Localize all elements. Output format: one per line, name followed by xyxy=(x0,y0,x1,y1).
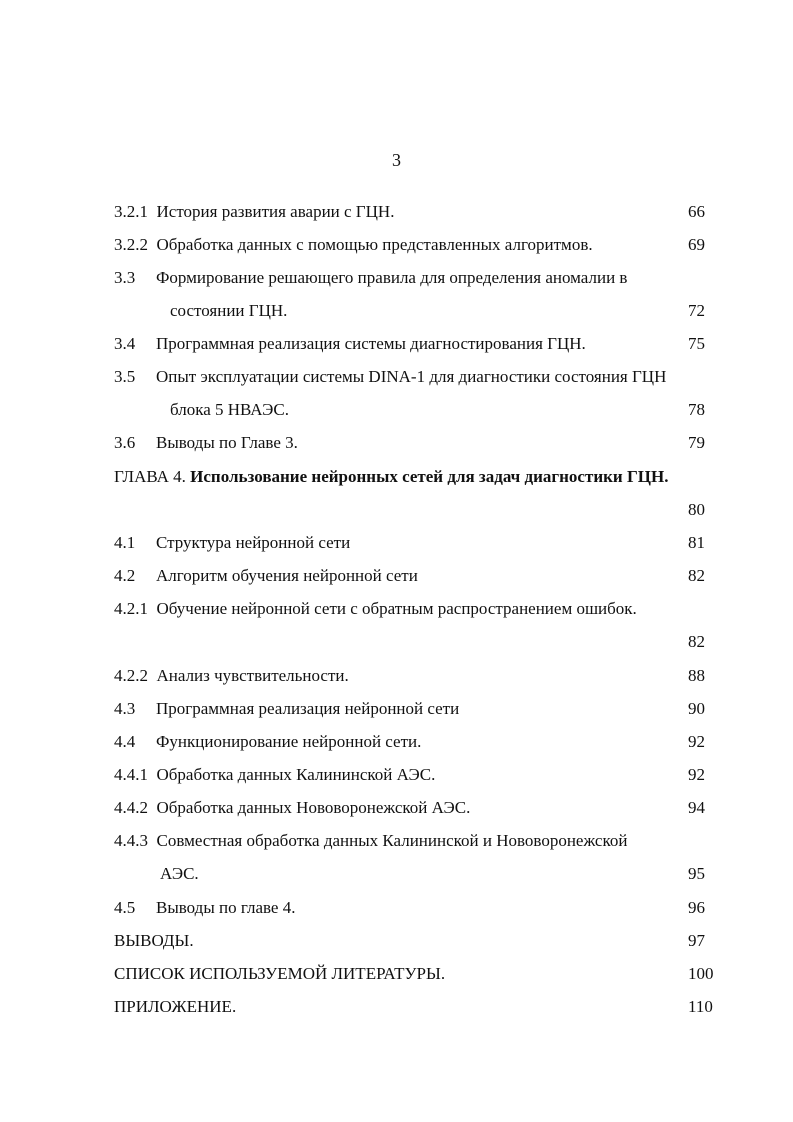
toc-entry-3-5 xyxy=(114,367,135,387)
toc-entry-4-4-1 xyxy=(114,765,435,785)
toc-entry-page: 100 xyxy=(688,964,714,983)
toc-entry-number: 3.4 xyxy=(114,334,136,353)
toc-entry-4-4 xyxy=(114,732,135,752)
toc-appendix: ПРИЛОЖЕНИЕ. xyxy=(114,997,237,1016)
toc-entry-title: Программная реализация нейронной сети xyxy=(156,699,460,718)
toc-entry-page: 110 xyxy=(688,997,713,1016)
toc-entry-number: 4.2 xyxy=(114,566,136,585)
toc-entry-number: 3.3 xyxy=(114,268,136,287)
page-number: 3 xyxy=(392,150,401,170)
toc-entry-title-continuation: АЭС. xyxy=(160,864,199,883)
toc-entry-title: Формирование решающего правила для определения аномалии в xyxy=(156,268,628,287)
toc-entry-3-2-1 xyxy=(114,202,394,222)
toc-entry-3-2-2 xyxy=(114,235,593,255)
toc-entry-number: 4.2.1 xyxy=(114,599,148,618)
toc-entry-page: 79 xyxy=(688,433,705,452)
toc-entry-page: 72 xyxy=(688,301,705,320)
toc-entry-3-4 xyxy=(114,334,135,354)
toc-entry-4-5 xyxy=(114,898,135,918)
toc-entry-page: 96 xyxy=(688,898,705,917)
toc-entry-page: 75 xyxy=(688,334,705,353)
toc-entry-4-4-2 xyxy=(114,798,470,818)
toc-entry-title: Обработка данных с помощью представленных алгоритмов. xyxy=(156,235,593,254)
toc-entry-title: Структура нейронной сети xyxy=(156,533,351,552)
toc-entry-4-1 xyxy=(114,533,135,553)
toc-entry-number: 4.5 xyxy=(114,898,136,917)
toc-entry-title: Выводы по главе 4. xyxy=(156,898,296,917)
toc-entry-page: 82 xyxy=(688,566,705,585)
toc-entry-title: Совместная обработка данных Калининской и Нововоронежской xyxy=(156,831,628,850)
toc-chapter-prefix: ГЛАВА 4. xyxy=(114,467,186,486)
toc-chapter-4 xyxy=(114,467,668,487)
toc-entry-title: История развития аварии с ГЦН. xyxy=(156,202,395,221)
toc-references: СПИСОК ИСПОЛЬЗУЕМОЙ ЛИТЕРАТУРЫ. xyxy=(114,964,446,983)
toc-entry-number: 4.3 xyxy=(114,699,136,718)
toc-entry-page: 97 xyxy=(688,931,705,950)
toc-entry-page: 82 xyxy=(688,632,705,651)
toc-entry-title: Обучение нейронной сети с обратным распространением ошибок. xyxy=(156,599,637,618)
toc-entry-page: 69 xyxy=(688,235,705,254)
toc-entry-page: 81 xyxy=(688,533,705,552)
toc-entry-number: 3.6 xyxy=(114,433,136,452)
toc-entry-number: 4.1 xyxy=(114,533,136,552)
toc-entry-number: 4.4.2 xyxy=(114,798,148,817)
toc-entry-number: 3.5 xyxy=(114,367,136,386)
toc-entry-page: 94 xyxy=(688,798,705,817)
toc-entry-title-continuation: состоянии ГЦН. xyxy=(170,301,288,320)
toc-entry-title: Программная реализация системы диагностирования ГЦН. xyxy=(156,334,586,353)
toc-entry-page: 92 xyxy=(688,732,705,751)
toc-entry-page: 92 xyxy=(688,765,705,784)
toc-entry-4-2 xyxy=(114,566,135,586)
toc-entry-4-2-2 xyxy=(114,666,349,686)
toc-entry-title: Обработка данных Калининской АЭС. xyxy=(156,765,436,784)
toc-entry-number: 4.4.3 xyxy=(114,831,148,850)
toc-entry-page: 88 xyxy=(688,666,705,685)
toc-entry-4-4-3 xyxy=(114,831,627,851)
toc-entry-page: 80 xyxy=(688,500,705,519)
toc-chapter-title: Использование нейронных сетей для задач диагностики ГЦН. xyxy=(190,467,669,486)
toc-entry-title: Опыт эксплуатации системы DINA-1 для диагностики состояния ГЦН xyxy=(156,367,667,386)
toc-entry-3-3 xyxy=(114,268,135,288)
toc-entry-page: 95 xyxy=(688,864,705,883)
toc-entry-title: Обработка данных Нововоронежской АЭС. xyxy=(156,798,471,817)
toc-entry-4-3 xyxy=(114,699,135,719)
toc-entry-number: 4.4.1 xyxy=(114,765,148,784)
toc-entry-page: 90 xyxy=(688,699,705,718)
toc-entry-3-6 xyxy=(114,433,135,453)
toc-entry-title: Алгоритм обучения нейронной сети xyxy=(156,566,418,585)
toc-entry-number: 4.2.2 xyxy=(114,666,148,685)
toc-entry-title-continuation: блока 5 НВАЭС. xyxy=(170,400,289,419)
toc-entry-number: 3.2.2 xyxy=(114,235,148,254)
toc-entry-title: Функционирование нейронной сети. xyxy=(156,732,422,751)
toc-entry-title: Анализ чувствительности. xyxy=(156,666,349,685)
toc-entry-page: 66 xyxy=(688,202,705,221)
toc-entry-page: 78 xyxy=(688,400,705,419)
toc-conclusions: ВЫВОДЫ. xyxy=(114,931,194,950)
toc-entry-title: Выводы по Главе 3. xyxy=(156,433,298,452)
toc-entry-number: 3.2.1 xyxy=(114,202,148,221)
toc-entry-4-2-1 xyxy=(114,599,637,619)
toc-entry-number: 4.4 xyxy=(114,732,136,751)
